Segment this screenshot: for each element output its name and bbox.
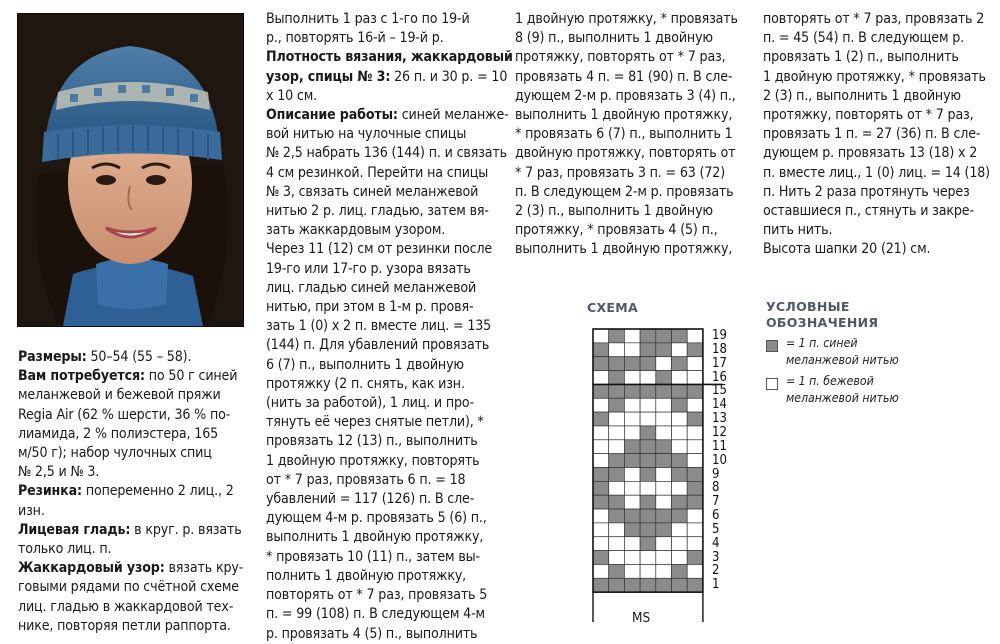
chart-stitch-cell bbox=[640, 495, 656, 509]
chart-stitch-cell bbox=[624, 551, 640, 565]
text-column-3 bbox=[515, 10, 738, 260]
chart-stitch-cell bbox=[687, 426, 703, 440]
chart-stitch-cell bbox=[656, 384, 672, 398]
legend-title bbox=[766, 299, 878, 331]
chart-stitch-cell bbox=[609, 537, 625, 551]
chart-stitch-cell bbox=[640, 343, 656, 357]
chart-footer-label: MS bbox=[632, 610, 651, 626]
chart-stitch-cell bbox=[593, 468, 609, 482]
col2-line: нитью, при этом в 1-м р. провя- bbox=[266, 299, 474, 316]
row-number: 19 bbox=[712, 328, 727, 343]
knitting-chart-grid bbox=[592, 328, 727, 624]
chart-stitch-cell bbox=[656, 481, 672, 495]
col1-line bbox=[18, 367, 243, 386]
col1-line: нике, повторяя петли раппорта. bbox=[18, 617, 231, 634]
col4-line: повторять от * 7 раз, провязать 2 bbox=[763, 11, 985, 27]
chart-stitch-cell bbox=[624, 440, 640, 454]
chart-stitch-cell bbox=[640, 509, 656, 523]
row-number: 3 bbox=[712, 549, 720, 565]
col1-text: попеременно 2 лиц., 2 bbox=[81, 483, 234, 500]
col1-line bbox=[18, 482, 243, 501]
row-number: 14 bbox=[712, 397, 727, 413]
col3-line: протяжку, * провязать 4 (5) п., bbox=[515, 222, 718, 239]
chart-stitch-cell bbox=[672, 551, 688, 565]
chart-stitch-cell bbox=[672, 357, 688, 371]
chart-stitch-cell bbox=[609, 371, 625, 385]
chart-stitch-cell bbox=[609, 481, 625, 495]
col2-line: р., повторять 16-й – 19-й р. bbox=[266, 30, 444, 47]
row-number: 16 bbox=[712, 369, 727, 385]
chart-stitch-cell bbox=[656, 357, 672, 371]
schema-title: СХЕМА bbox=[587, 300, 638, 315]
chart-stitch-cell bbox=[640, 551, 656, 565]
col2-line: протяжку (2 п. снять, как изн. bbox=[266, 375, 465, 392]
chart-stitch-cell bbox=[609, 440, 625, 454]
chart-stitch-cell bbox=[609, 468, 625, 482]
chart-stitch-cell bbox=[624, 398, 640, 412]
row-number: 12 bbox=[712, 424, 727, 440]
col1-line bbox=[18, 521, 243, 540]
chart-stitch-cell bbox=[687, 440, 703, 454]
chart-stitch-cell bbox=[640, 440, 656, 454]
col2-line: (144) п. Для убавлений провязать bbox=[266, 337, 490, 354]
chart-stitch-cell bbox=[593, 481, 609, 495]
row-number: 15 bbox=[712, 383, 727, 399]
col1-line: № 2,5 и № 3. bbox=[18, 464, 100, 481]
chart-stitch-cell bbox=[656, 440, 672, 454]
chart-stitch-cell bbox=[640, 578, 656, 592]
chart-stitch-cell bbox=[672, 468, 688, 482]
chart-stitch-cell bbox=[624, 343, 640, 357]
chart-stitch-cell bbox=[624, 564, 640, 578]
chart-stitch-cell bbox=[624, 537, 640, 551]
chart-stitch-cell bbox=[609, 551, 625, 565]
col2-line: убавлений = 117 (126) п. В сле- bbox=[266, 491, 475, 508]
legend-dark-line1: = 1 п. синей bbox=[786, 336, 858, 350]
row-number: 5 bbox=[712, 521, 720, 537]
chart-stitch-cell bbox=[672, 371, 688, 385]
col4-line: протяжку, повторять от * 7 раз, bbox=[763, 107, 974, 124]
chart-stitch-cell bbox=[687, 371, 703, 385]
col3-line: * провязать 6 (7) п., выполнить 1 bbox=[515, 126, 733, 143]
legend-title-line2: ОБОЗНАЧЕНИЯ bbox=[766, 315, 879, 330]
row-number: 17 bbox=[712, 355, 727, 371]
chart-stitch-cell bbox=[656, 495, 672, 509]
chart-stitch-cell bbox=[609, 329, 625, 343]
chart-stitch-cell bbox=[672, 426, 688, 440]
col2-heading: Описание работы: bbox=[266, 107, 398, 124]
chart-stitch-cell bbox=[609, 564, 625, 578]
col2-line: (нить за работой), 1 лиц. и про- bbox=[266, 395, 474, 412]
col2-line: Выполнить 1 раз с 1-го по 19-й bbox=[266, 11, 470, 27]
chart-stitch-cell bbox=[593, 384, 609, 398]
legend-dark-line2: меланжевой нитью bbox=[786, 353, 899, 367]
col2-line: х 10 см. bbox=[266, 87, 318, 104]
model-photo bbox=[17, 13, 244, 327]
chart-stitch-cell bbox=[593, 551, 609, 565]
col2-line: провязать 12 (13) п., выполнить bbox=[266, 433, 478, 450]
chart-stitch-cell bbox=[624, 412, 640, 426]
col3-line: 1 двойную протяжку, * провязать bbox=[515, 11, 738, 27]
col2-heading: узор, спицы № 3: bbox=[266, 68, 391, 85]
chart-stitch-cell bbox=[672, 537, 688, 551]
legend-light-text bbox=[786, 373, 899, 407]
text-column-4 bbox=[763, 10, 990, 260]
col3-line: п. В следующем 2-м р. провязать bbox=[515, 183, 734, 200]
col1-line: м/50 г); набор чулочных спиц bbox=[18, 445, 212, 462]
chart-stitch-cell bbox=[624, 357, 640, 371]
chart-stitch-cell bbox=[672, 564, 688, 578]
chart-stitch-cell bbox=[640, 371, 656, 385]
chart-stitch-cell bbox=[593, 329, 609, 343]
row-number: 4 bbox=[712, 535, 720, 551]
row-number: 10 bbox=[712, 452, 727, 468]
chart-stitch-cell bbox=[656, 523, 672, 537]
chart-stitch-cell bbox=[593, 343, 609, 357]
col1-heading: Лицевая гладь: bbox=[18, 521, 131, 538]
legend-dark-swatch bbox=[766, 340, 778, 352]
chart-stitch-cell bbox=[593, 454, 609, 468]
col2-line: тянуть её через снятые петли), * bbox=[266, 414, 484, 431]
row-number: 13 bbox=[712, 411, 727, 427]
chart-stitch-cell bbox=[624, 495, 640, 509]
col2-line: выполнить 1 двойную протяжку, bbox=[266, 529, 484, 546]
chart-stitch-cell bbox=[656, 329, 672, 343]
row-number: 18 bbox=[712, 341, 727, 357]
chart-stitch-cell bbox=[593, 440, 609, 454]
col3-line: выполнить 1 двойную протяжку, bbox=[515, 107, 733, 124]
chart-stitch-cell bbox=[640, 412, 656, 426]
chart-stitch-cell bbox=[656, 509, 672, 523]
chart-stitch-cell bbox=[687, 357, 703, 371]
chart-stitch-cell bbox=[624, 468, 640, 482]
col1-line: изн. bbox=[18, 502, 45, 519]
col4-line: оставшиеся п., стянуть и закре- bbox=[763, 203, 974, 220]
chart-stitch-cell bbox=[672, 440, 688, 454]
chart-stitch-cell bbox=[640, 384, 656, 398]
col2-line: Через 11 (12) см от резинки после bbox=[266, 241, 493, 258]
chart-stitch-cell bbox=[656, 578, 672, 592]
col3-line: * 7 раз, провязать 3 п. = 63 (72) bbox=[515, 164, 725, 181]
chart-stitch-cell bbox=[640, 468, 656, 482]
col1-line: говыми рядами по счётной схеме bbox=[18, 579, 239, 596]
chart-stitch-cell bbox=[687, 329, 703, 343]
chart-stitch-cell bbox=[624, 523, 640, 537]
col1-heading: Размеры: bbox=[18, 349, 87, 365]
col3-line: протяжку, повторять от * 7 раз, bbox=[515, 49, 726, 66]
col3-line: провязать 4 п. = 81 (90) п. В сле- bbox=[515, 68, 733, 85]
col4-line: Высота шапки 20 (21) см. bbox=[763, 241, 931, 258]
col1-line: меланжевой и бежевой пряжи bbox=[18, 387, 221, 404]
chart-stitch-cell bbox=[687, 537, 703, 551]
col4-line: 1 двойную протяжку, * провязать bbox=[763, 68, 986, 85]
chart-stitch-cell bbox=[656, 454, 672, 468]
legend-light-line2: меланжевой нитью bbox=[786, 391, 899, 405]
col2-line: полнить 1 двойную протяжку, bbox=[266, 567, 467, 584]
chart-stitch-cell bbox=[609, 509, 625, 523]
chart-stitch-cell bbox=[672, 343, 688, 357]
col4-line: п. вместе лиц., 1 (0) лиц. = 14 (18) bbox=[763, 164, 990, 181]
chart-stitch-cell bbox=[624, 454, 640, 468]
col4-line: пить нить. bbox=[763, 222, 833, 239]
col2-line: дующем 4-м р. провязать 5 (6) п., bbox=[266, 510, 487, 527]
col1-heading: Резинка: bbox=[18, 483, 82, 500]
chart-stitch-cell bbox=[593, 398, 609, 412]
legend-light-line1: = 1 п. бежевой bbox=[786, 374, 874, 388]
col2-line: нитью 2 р. лиц. гладью, затем вя- bbox=[266, 203, 489, 220]
chart-stitch-cell bbox=[672, 398, 688, 412]
col2-line bbox=[266, 68, 513, 87]
chart-stitch-cell bbox=[687, 412, 703, 426]
chart-stitch-cell bbox=[687, 468, 703, 482]
chart-stitch-cell bbox=[640, 454, 656, 468]
col2-line: 6 (7) п., выполнить 1 двойную bbox=[266, 356, 464, 373]
chart-stitch-cell bbox=[656, 371, 672, 385]
legend-title-line1: УСЛОВНЫЕ bbox=[766, 299, 850, 314]
chart-stitch-cell bbox=[624, 509, 640, 523]
chart-stitch-cell bbox=[687, 509, 703, 523]
col3-line: дующем 2-м р. провязать 3 (4) п., bbox=[515, 87, 736, 104]
text-column-2 bbox=[266, 10, 513, 644]
col1-heading: Вам потребуется: bbox=[18, 368, 145, 385]
col2-line: п. = 99 (108) п. В следующем 4-м bbox=[266, 606, 485, 623]
chart-stitch-cell bbox=[609, 412, 625, 426]
col2-line: 4 см резинкой. Перейти на спицы bbox=[266, 164, 489, 181]
chart-stitch-cell bbox=[672, 578, 688, 592]
col1-text: 50–54 (55 – 58). bbox=[86, 349, 192, 365]
col2-line: вой нитью на чулочные спицы bbox=[266, 126, 467, 143]
chart-stitch-cell bbox=[640, 426, 656, 440]
row-number: 1 bbox=[712, 577, 720, 593]
chart-stitch-cell bbox=[624, 384, 640, 398]
col4-line: п. = 45 (54) п. В следующем р. bbox=[763, 30, 965, 47]
chart-stitch-cell bbox=[672, 495, 688, 509]
chart-stitch-cell bbox=[640, 564, 656, 578]
col2-line: 19-го или 17-го р. узора вязать bbox=[266, 260, 471, 277]
chart-stitch-cell bbox=[656, 468, 672, 482]
chart-stitch-cell bbox=[609, 343, 625, 357]
chart-stitch-cell bbox=[609, 398, 625, 412]
chart-stitch-cell bbox=[687, 343, 703, 357]
col3-line: двойную протяжку, повторять от bbox=[515, 145, 736, 162]
col2-text: 26 п. и 30 р. = 10 bbox=[390, 68, 508, 85]
col3-line: 8 (9) п., выполнить 1 двойную bbox=[515, 30, 713, 47]
chart-stitch-cell bbox=[624, 371, 640, 385]
chart-stitch-cell bbox=[609, 578, 625, 592]
legend-dark-text bbox=[786, 335, 899, 369]
chart-stitch-cell bbox=[593, 537, 609, 551]
chart-stitch-cell bbox=[609, 426, 625, 440]
chart-stitch-cell bbox=[593, 357, 609, 371]
row-number: 6 bbox=[712, 508, 720, 524]
chart-stitch-cell bbox=[593, 371, 609, 385]
col1-line bbox=[18, 559, 243, 578]
chart-stitch-cell bbox=[609, 454, 625, 468]
col1-line: только лиц. п. bbox=[18, 541, 112, 558]
chart-stitch-cell bbox=[656, 343, 672, 357]
knitting-chart bbox=[592, 328, 727, 628]
col2-line bbox=[266, 106, 513, 125]
chart-stitch-cell bbox=[624, 578, 640, 592]
col2-line: повторять от * 7 раз, провязать 5 bbox=[266, 587, 488, 604]
chart-stitch-cell bbox=[640, 357, 656, 371]
col2-line: от * 7 раз, провязать 6 п. = 18 bbox=[266, 471, 466, 488]
chart-stitch-cell bbox=[656, 564, 672, 578]
chart-stitch-cell bbox=[672, 329, 688, 343]
row-number: 9 bbox=[712, 466, 720, 482]
chart-stitch-cell bbox=[593, 495, 609, 509]
model-hat-photo-icon bbox=[18, 14, 243, 326]
chart-stitch-cell bbox=[656, 551, 672, 565]
chart-stitch-cell bbox=[609, 495, 625, 509]
col1-line: лиц. гладью в жаккардовой тех- bbox=[18, 598, 234, 615]
chart-stitch-cell bbox=[593, 523, 609, 537]
col2-line: зать 1 (0) х 2 п. вместе лиц. = 135 bbox=[266, 318, 492, 335]
col4-line: п. Нить 2 раза протянуть через bbox=[763, 183, 970, 200]
chart-stitch-cell bbox=[640, 329, 656, 343]
chart-stitch-cell bbox=[672, 481, 688, 495]
col1-line bbox=[18, 348, 243, 367]
chart-stitch-cell bbox=[687, 481, 703, 495]
col2-line: № 2,5 набрать 136 (144) п. и связать bbox=[266, 145, 507, 162]
col4-line: провязать 1 п. = 27 (36) п. В сле- bbox=[763, 126, 981, 143]
chart-stitch-cell bbox=[656, 537, 672, 551]
legend-light-swatch bbox=[766, 378, 778, 390]
col1-line: Regia Air (62 % шерсти, 36 % по- bbox=[18, 406, 231, 423]
col1-text: по 50 г синей bbox=[144, 368, 238, 385]
chart-stitch-cell bbox=[640, 537, 656, 551]
chart-stitch-cell bbox=[687, 398, 703, 412]
chart-stitch-cell bbox=[687, 495, 703, 509]
col3-line: выполнить 1 двойную протяжку, bbox=[515, 241, 733, 258]
col3-line: 2 (3) п., выполнить 1 двойную bbox=[515, 203, 713, 220]
col2-line: зать жаккардовым узором. bbox=[266, 222, 446, 239]
col1-heading: Жаккардовый узор: bbox=[18, 560, 165, 577]
chart-stitch-cell bbox=[672, 523, 688, 537]
col2-line: р. провязать 4 (5) п., выполнить bbox=[266, 625, 478, 642]
chart-stitch-cell bbox=[609, 523, 625, 537]
chart-stitch-cell bbox=[593, 564, 609, 578]
chart-stitch-cell bbox=[624, 329, 640, 343]
chart-stitch-cell bbox=[687, 578, 703, 592]
chart-stitch-cell bbox=[687, 551, 703, 565]
row-number: 11 bbox=[712, 438, 727, 454]
chart-stitch-cell bbox=[672, 412, 688, 426]
chart-stitch-cell bbox=[672, 454, 688, 468]
chart-stitch-cell bbox=[609, 357, 625, 371]
chart-stitch-cell bbox=[672, 509, 688, 523]
chart-stitch-cell bbox=[656, 412, 672, 426]
col4-line: 2 (3) п., выполнить 1 двойную bbox=[763, 87, 961, 104]
col2-line: № 3, связать синей меланжевой bbox=[266, 183, 479, 200]
chart-stitch-cell bbox=[656, 426, 672, 440]
chart-stitch-cell bbox=[609, 384, 625, 398]
chart-stitch-cell bbox=[640, 481, 656, 495]
col1-text: в круг. р. вязать bbox=[130, 521, 242, 538]
row-number: 7 bbox=[712, 494, 720, 510]
row-number: 2 bbox=[712, 563, 720, 579]
col4-line: провязать 1 (2) п., выполнить bbox=[763, 49, 959, 66]
col4-line: дующем р. провязать 13 (18) х 2 bbox=[763, 145, 978, 162]
col1-text: вязать кру- bbox=[164, 560, 244, 577]
text-column-1 bbox=[18, 348, 243, 636]
chart-stitch-cell bbox=[624, 426, 640, 440]
chart-stitch-cell bbox=[687, 523, 703, 537]
col2-line: лиц. гладью синей меланжевой bbox=[266, 279, 477, 296]
chart-stitch-cell bbox=[593, 426, 609, 440]
chart-stitch-cell bbox=[624, 481, 640, 495]
chart-stitch-cell bbox=[640, 398, 656, 412]
chart-stitch-cell bbox=[687, 564, 703, 578]
col2-text: синей меланже- bbox=[397, 107, 509, 124]
col2-line: Плотность вязания, жаккардовый bbox=[266, 49, 513, 66]
col2-line: * провязать 10 (11) п., затем вы- bbox=[266, 548, 480, 565]
col1-line: лиамида, 2 % полиэстера, 165 bbox=[18, 425, 219, 442]
chart-stitch-cell bbox=[656, 398, 672, 412]
chart-stitch-cell bbox=[593, 509, 609, 523]
chart-stitch-cell bbox=[640, 523, 656, 537]
chart-stitch-cell bbox=[687, 454, 703, 468]
chart-stitch-cell bbox=[672, 384, 688, 398]
col2-line: 1 двойную протяжку, повторять bbox=[266, 452, 480, 469]
row-number: 8 bbox=[712, 480, 720, 496]
chart-stitch-cell bbox=[687, 384, 703, 398]
chart-stitch-cell bbox=[593, 412, 609, 426]
chart-stitch-cell bbox=[593, 578, 609, 592]
